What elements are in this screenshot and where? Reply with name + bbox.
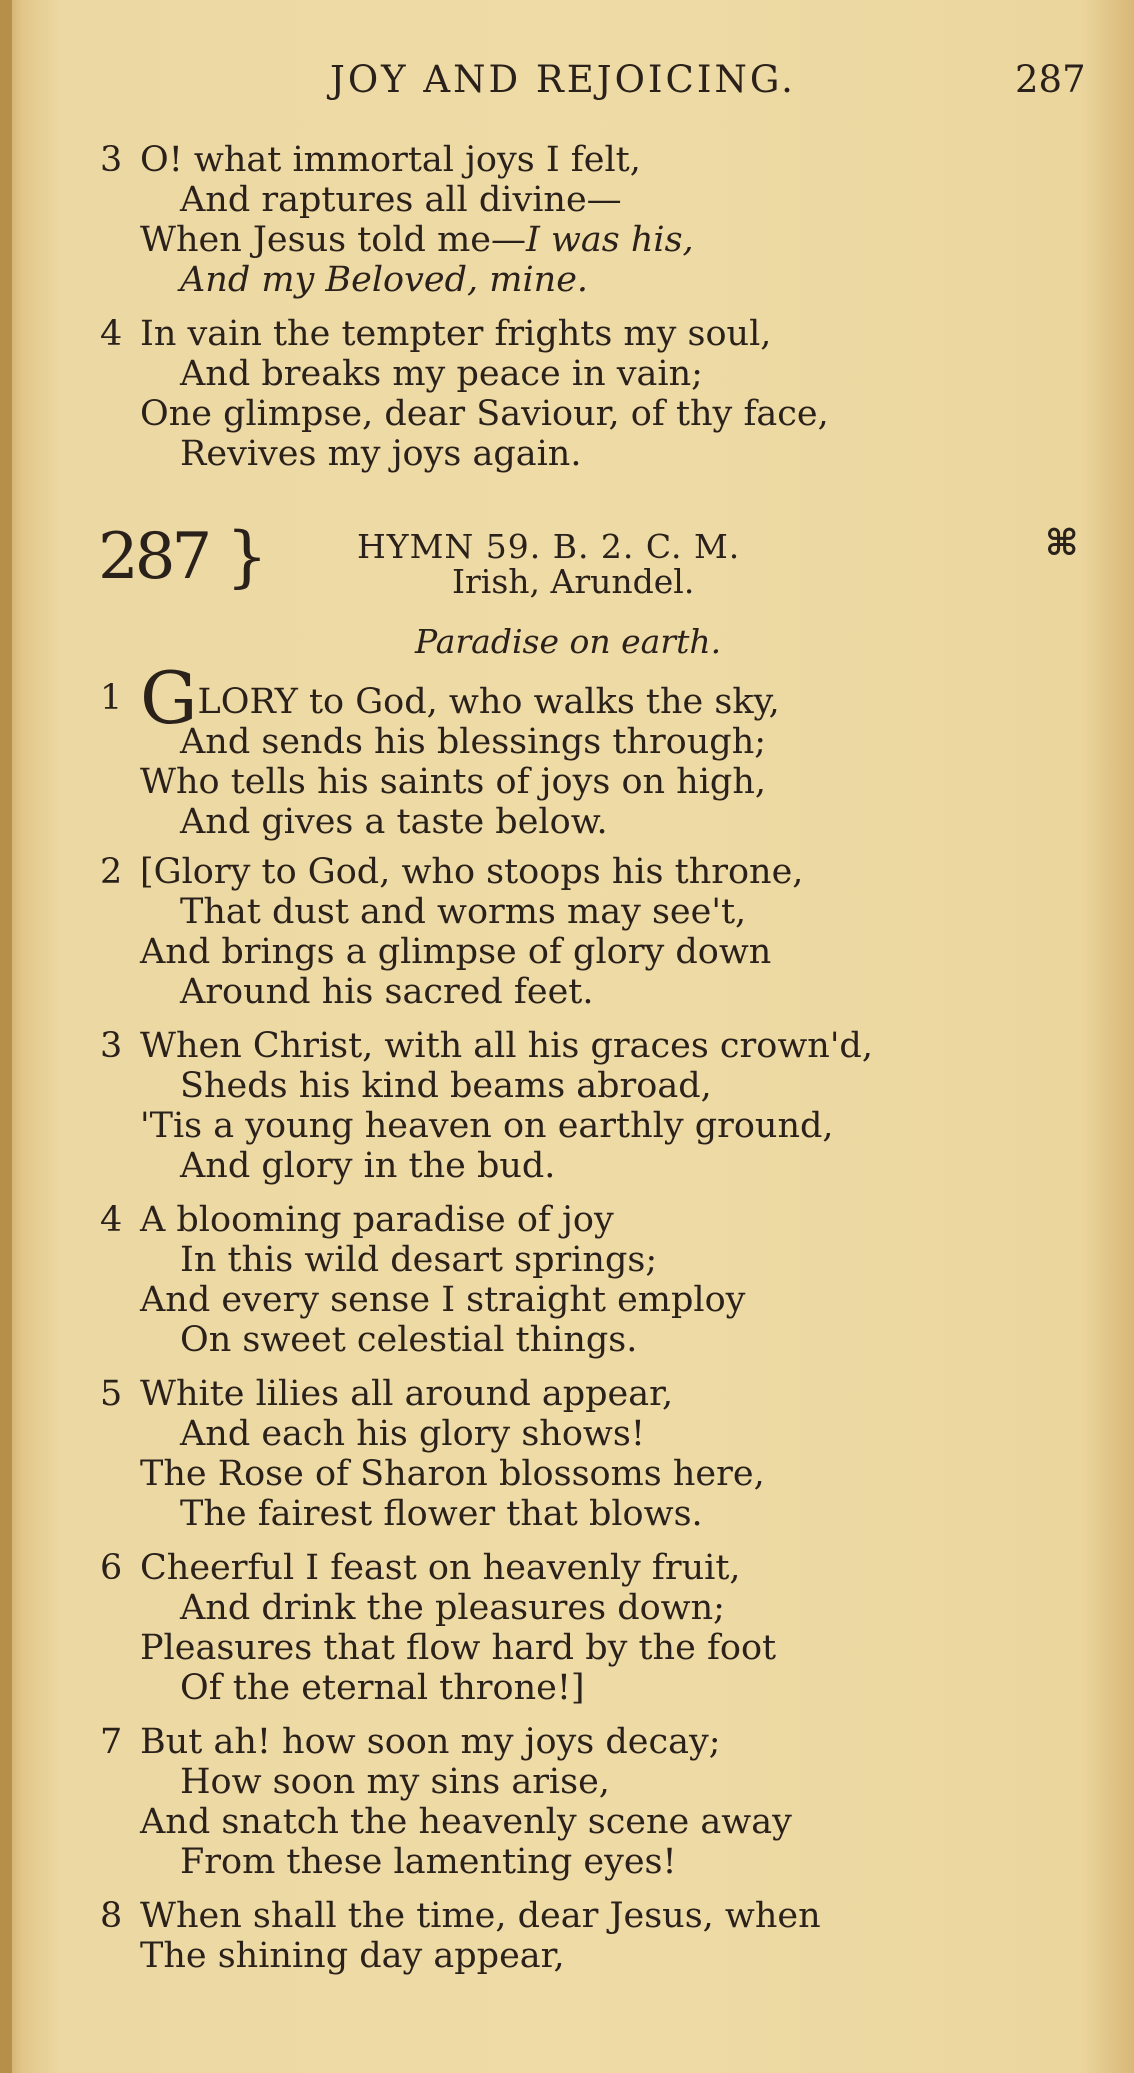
verse-line: But ah! how soon my joys decay;: [140, 1722, 721, 1762]
hymn-verse-7: [100, 1722, 792, 1882]
hymn-tunes: Irish, Arundel.: [452, 562, 695, 601]
hymn-number: 287: [98, 520, 209, 594]
verse-number: 8: [100, 1896, 123, 1936]
verse-line: Sheds his kind beams abroad,: [180, 1066, 712, 1106]
brace-icon: }: [226, 518, 268, 595]
verse-line: How soon my sins arise,: [180, 1762, 610, 1802]
verse-line: In this wild desart springs;: [180, 1240, 658, 1280]
verse-number: 4: [100, 1200, 123, 1240]
hymn-verse-3: [100, 1026, 873, 1186]
hymn-verse-2: [100, 852, 803, 1012]
verse-line: And each his glory shows!: [180, 1414, 645, 1454]
verse-line: Of the eternal throne!]: [180, 1668, 585, 1708]
hymn-verse-5: [100, 1374, 765, 1534]
verse-number: 1: [100, 678, 123, 718]
verse-line: And breaks my peace in vain;: [180, 354, 703, 394]
verse-line-text: When Jesus told me—: [140, 220, 526, 260]
verse-line: White lilies all around appear,: [140, 1374, 674, 1414]
verse-line: When shall the time, dear Jesus, when: [140, 1896, 821, 1936]
verse-line: When Christ, with all his graces crown'd,: [140, 1026, 873, 1066]
verse-line: From these lamenting eyes!: [180, 1842, 677, 1882]
verse-line: And glory in the bud.: [180, 1146, 556, 1186]
verse-number: 2: [100, 852, 123, 892]
verse-line: One glimpse, dear Saviour, of thy face,: [140, 394, 829, 434]
verse-line: And gives a taste below.: [180, 802, 608, 842]
hymn-verse-8: [100, 1896, 821, 1976]
verse-number: 6: [100, 1548, 123, 1588]
verse-number: 3: [100, 1026, 123, 1066]
hymn-verse-1: [100, 656, 780, 842]
verse-top-4: [100, 314, 829, 474]
verse-line: The fairest flower that blows.: [180, 1494, 703, 1534]
verse-line: [100, 220, 694, 260]
verse-number: 4: [100, 314, 123, 354]
verse-line: And snatch the heavenly scene away: [140, 1802, 792, 1842]
hymn-verse-4: [100, 1200, 745, 1360]
verse-line-text: LORY to God, who walks the sky,: [197, 682, 780, 722]
verse-line: Who tells his saints of joys on high,: [140, 762, 766, 802]
verse-line: And my Beloved, mine.: [180, 260, 589, 300]
verse-line: Around his sacred feet.: [180, 972, 594, 1012]
verse-line: A blooming paradise of joy: [140, 1200, 614, 1240]
verse-line: And drink the pleasures down;: [180, 1588, 725, 1628]
verse-line: On sweet celestial things.: [180, 1320, 638, 1360]
verse-number: 7: [100, 1722, 123, 1762]
verse-number: 5: [100, 1374, 123, 1414]
verse-top-3: [100, 140, 694, 300]
verse-line: Pleasures that flow hard by the foot: [140, 1628, 777, 1668]
verse-line: That dust and worms may see't,: [180, 892, 747, 932]
hymn-subtitle: Paradise on earth.: [415, 622, 722, 661]
page-binding-edge: [0, 0, 12, 2073]
running-header-title: JOY AND REJOICING.: [330, 58, 796, 101]
verse-line: [100, 656, 780, 740]
verse-line-italic: I was his,: [526, 220, 694, 260]
verse-line: Cheerful I feast on heavenly fruit,: [140, 1548, 741, 1588]
verse-line: And sends his blessings through;: [180, 722, 767, 762]
verse-line: The Rose of Sharon blossoms here,: [140, 1454, 765, 1494]
drop-cap: G: [140, 656, 198, 740]
verse-line: And raptures all divine—: [180, 180, 622, 220]
verse-line: [Glory to God, who stoops his throne,: [140, 852, 804, 892]
hymn-verse-6: [100, 1548, 776, 1708]
page-number: 287: [1015, 58, 1086, 101]
verse-line: Revives my joys again.: [180, 434, 582, 474]
verse-line: In vain the tempter frights my soul,: [140, 314, 772, 354]
verse-line: And every sense I straight employ: [140, 1280, 746, 1320]
verse-line: 'Tis a young heaven on earthly ground,: [140, 1106, 834, 1146]
hymn-meta: HYMN 59. B. 2. C. M.: [357, 527, 741, 566]
ornament-icon: ⌘: [1045, 522, 1079, 564]
verse-number: 3: [100, 140, 123, 180]
verse-line: The shining day appear,: [140, 1936, 565, 1976]
verse-line: And brings a glimpse of glory down: [140, 932, 772, 972]
verse-line: O! what immortal joys I felt,: [140, 140, 641, 180]
